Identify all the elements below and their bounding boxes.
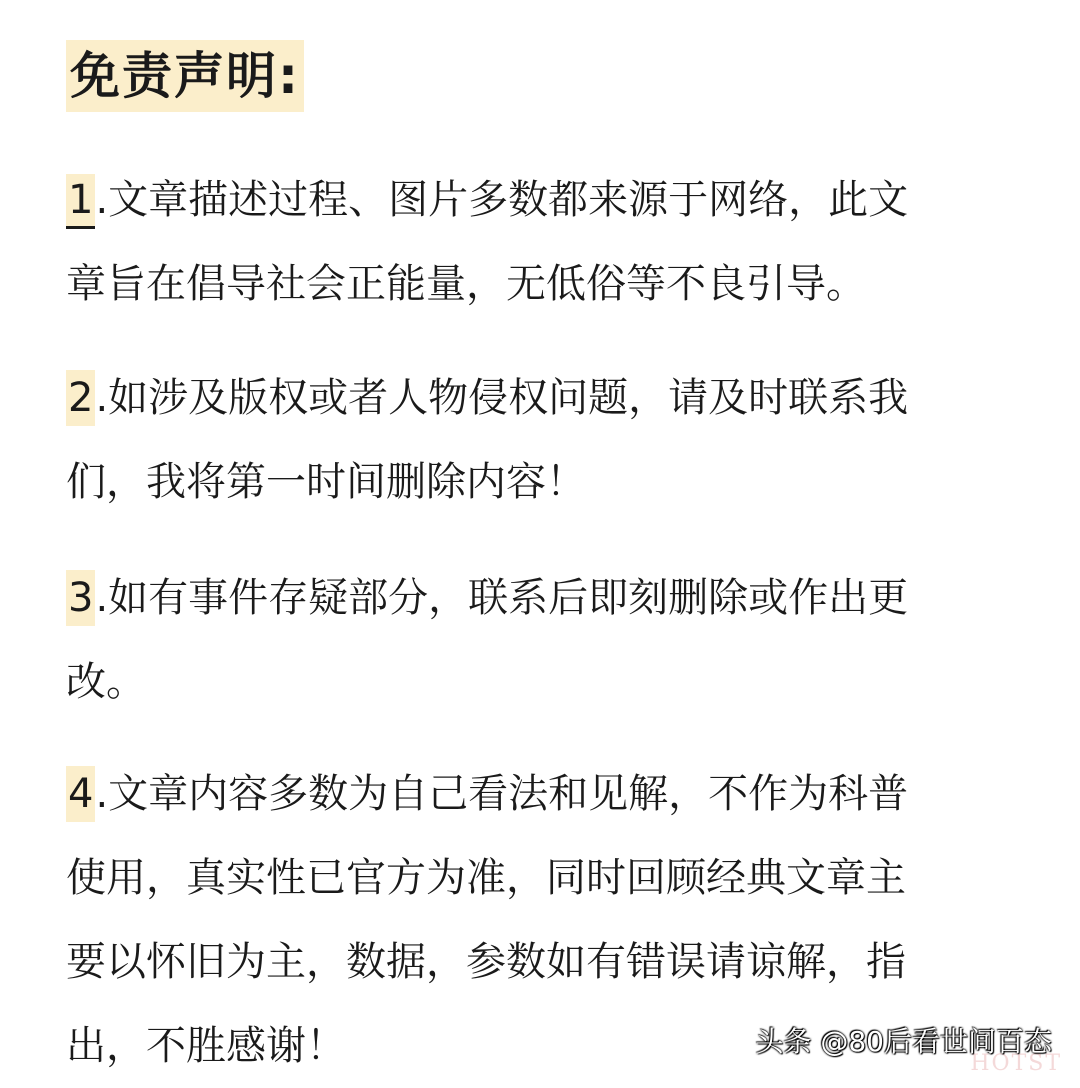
item-number: 3 — [66, 570, 95, 626]
disclaimer-item-3 — [66, 556, 1026, 724]
disclaimer-item-1 — [66, 158, 1026, 326]
item-line — [66, 920, 1026, 1004]
item-number: 1 — [66, 174, 95, 229]
item-text: 使用，真实性已官方为准，同时回顾经典文章主 — [66, 855, 906, 901]
item-text: 要以怀旧为主，数据，参数如有错误请谅解，指 — [66, 939, 906, 985]
item-text: .如有事件存疑部分，联系后即刻删除或作出更 — [95, 575, 909, 621]
item-text: 们，我将第一时间删除内容！ — [66, 459, 586, 505]
item-line — [66, 640, 1026, 724]
item-text: 章旨在倡导社会正能量，无低俗等不良引导。 — [66, 261, 866, 307]
item-line — [66, 440, 1026, 524]
source-watermark: 头条 @80后看世间百态 — [755, 1025, 1052, 1058]
item-line — [66, 158, 1026, 242]
page-title: 免责声明: — [66, 40, 304, 112]
item-line — [66, 836, 1026, 920]
item-text: .如涉及版权或者人物侵权问题，请及时联系我 — [95, 375, 909, 421]
item-text: .文章描述过程、图片多数都来源于网络，此文 — [95, 177, 909, 223]
item-line — [66, 752, 1026, 836]
item-text: 出，不胜感谢！ — [66, 1023, 346, 1069]
item-line — [66, 356, 1026, 440]
item-text: 改。 — [66, 659, 146, 705]
item-text: .文章内容多数为自己看法和见解，不作为科普 — [95, 771, 909, 817]
item-line — [66, 556, 1026, 640]
item-number: 2 — [66, 370, 95, 426]
item-line — [66, 242, 1026, 326]
item-number: 4 — [66, 766, 95, 822]
disclaimer-item-2 — [66, 356, 1026, 524]
faint-watermark: HOTST — [970, 1051, 1062, 1076]
